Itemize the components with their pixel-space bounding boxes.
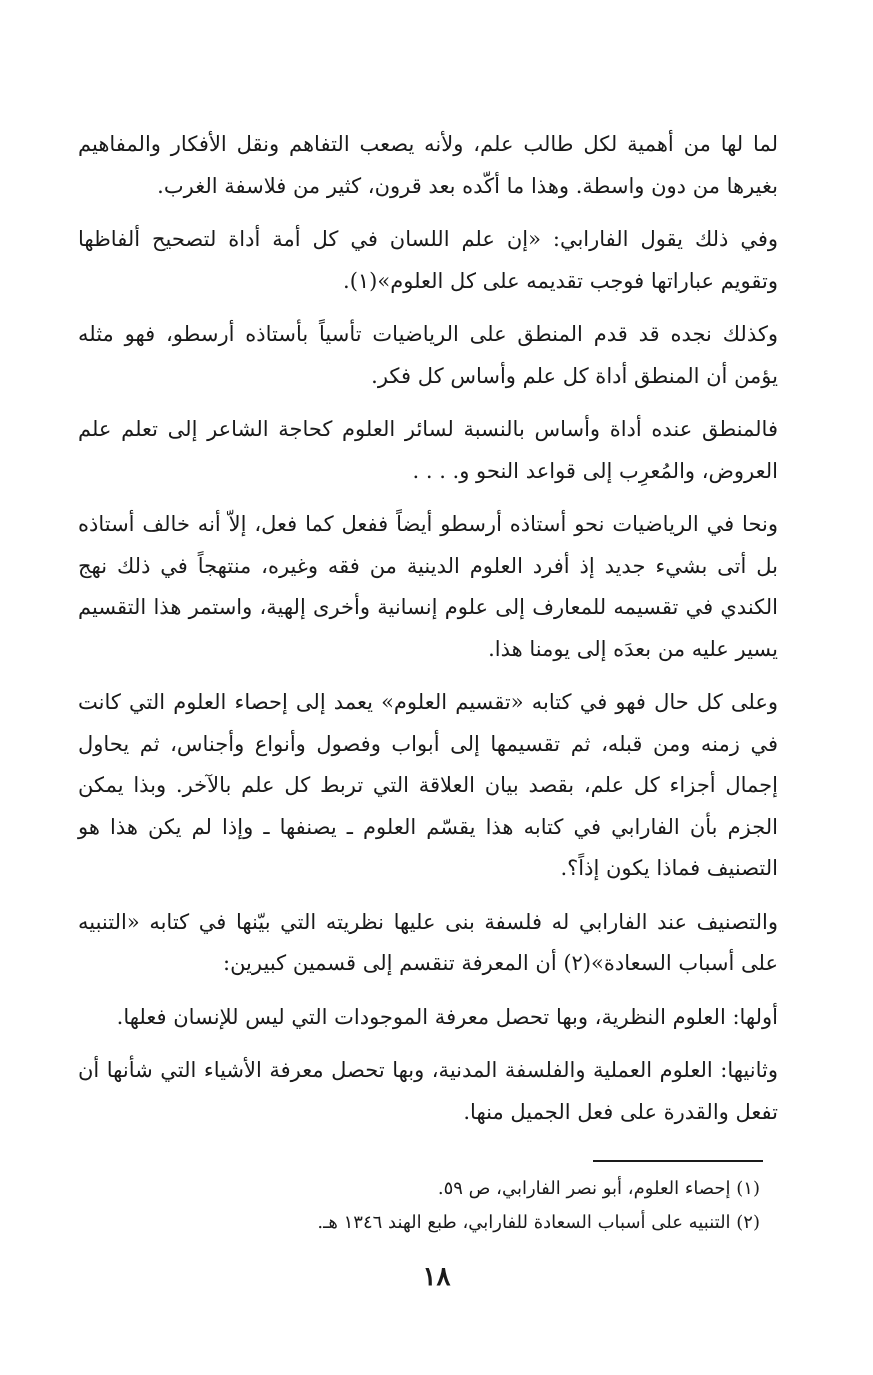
paragraph-7: والتصنيف عند الفارابي له فلسفة بنى عليها نظريته التي بيّنها في كتابه «التنبيه على أسباب السعادة»(٢) أن المعرفة تنقسم إلى قسمين كبيرين: bbox=[78, 909, 778, 975]
footnote-1: (١) إحصاء العلوم، أبو نصر الفارابي، ص ٥٩. bbox=[437, 1178, 760, 1199]
paragraph-8: أولها: العلوم النظرية، وبها تحصل معرفة الموجودات التي ليس للإنسان فعلها. bbox=[116, 1004, 778, 1029]
footnote-2: (٢) التنبيه على أسباب السعادة للفارابي، طبع الهند ١٣٤٦ هـ. bbox=[317, 1212, 760, 1233]
paragraph-4: فالمنطق عنده أداة وأساس بالنسبة لسائر العلوم كحاجة الشاعر إلى تعلم علم العروض، والمُعرِب إلى قواعد النحو و. . . . bbox=[78, 417, 778, 483]
paragraph-9: وثانيها: العلوم العملية والفلسفة المدنية، وبها تحصل معرفة الأشياء التي شأنها أن تفعل والقدرة على فعل الجميل منها. bbox=[78, 1058, 778, 1124]
paragraph-5: ونحا في الرياضيات نحو أستاذه أرسطو أيضاً ففعل كما فعل، إلاّ أنه خالف أستاذه بل أتى بشيء جديد إذ أفرد العلوم الدينية من فقه وغيره، منتهجاً في ذلك نهج الكندي في تقسيمه للمعارف إلى علوم إنسانية وأخرى إلهية، واستمر هذا التقسيم يسير عليه من بعدَه إلى يومنا هذا. bbox=[78, 512, 778, 661]
paragraph-3: وكذلك نجده قد قدم المنطق على الرياضيات تأسياً بأستاذه أرسطو، فهو مثله يؤمن أن المنطق أداة كل علم وأساس كل فكر. bbox=[78, 322, 778, 388]
footnote-divider bbox=[593, 1160, 763, 1162]
main-text bbox=[78, 124, 778, 1145]
paragraph-6: وعلى كل حال فهو في كتابه «تقسيم العلوم» يعمد إلى إحصاء العلوم التي كانت في زمنه ومن قبله، ثم تقسيمها إلى أبواب وفصول وأنواع وأجناس، ثم يحاول إجمال أجزاء كل علم، بقصد بيان العلاقة التي تربط كل علم بالآخر. وبذا يمكن الجزم بأن الفارابي في كتابه هذا يقسّم العلوم ـ يصنفها ـ وإذا لم يكن هذا هو التصنيف فماذا يكون إذاً؟. bbox=[78, 690, 778, 880]
footnotes bbox=[120, 1172, 760, 1240]
page-number: ١٨ bbox=[422, 1262, 451, 1292]
paragraph-1: لما لها من أهمية لكل طالب علم، ولأنه يصعب التفاهم ونقل الأفكار والمفاهيم بغيرها من دون واسطة. وهذا ما أكّده بعد قرون، كثير من فلاسفة الغرب. bbox=[78, 132, 778, 198]
paragraph-2: وفي ذلك يقول الفارابي: «إن علم اللسان في كل أمة أداة لتصحيح ألفاظها وتقويم عباراتها فوجب تقديمه على كل العلوم»(١). bbox=[78, 227, 778, 293]
